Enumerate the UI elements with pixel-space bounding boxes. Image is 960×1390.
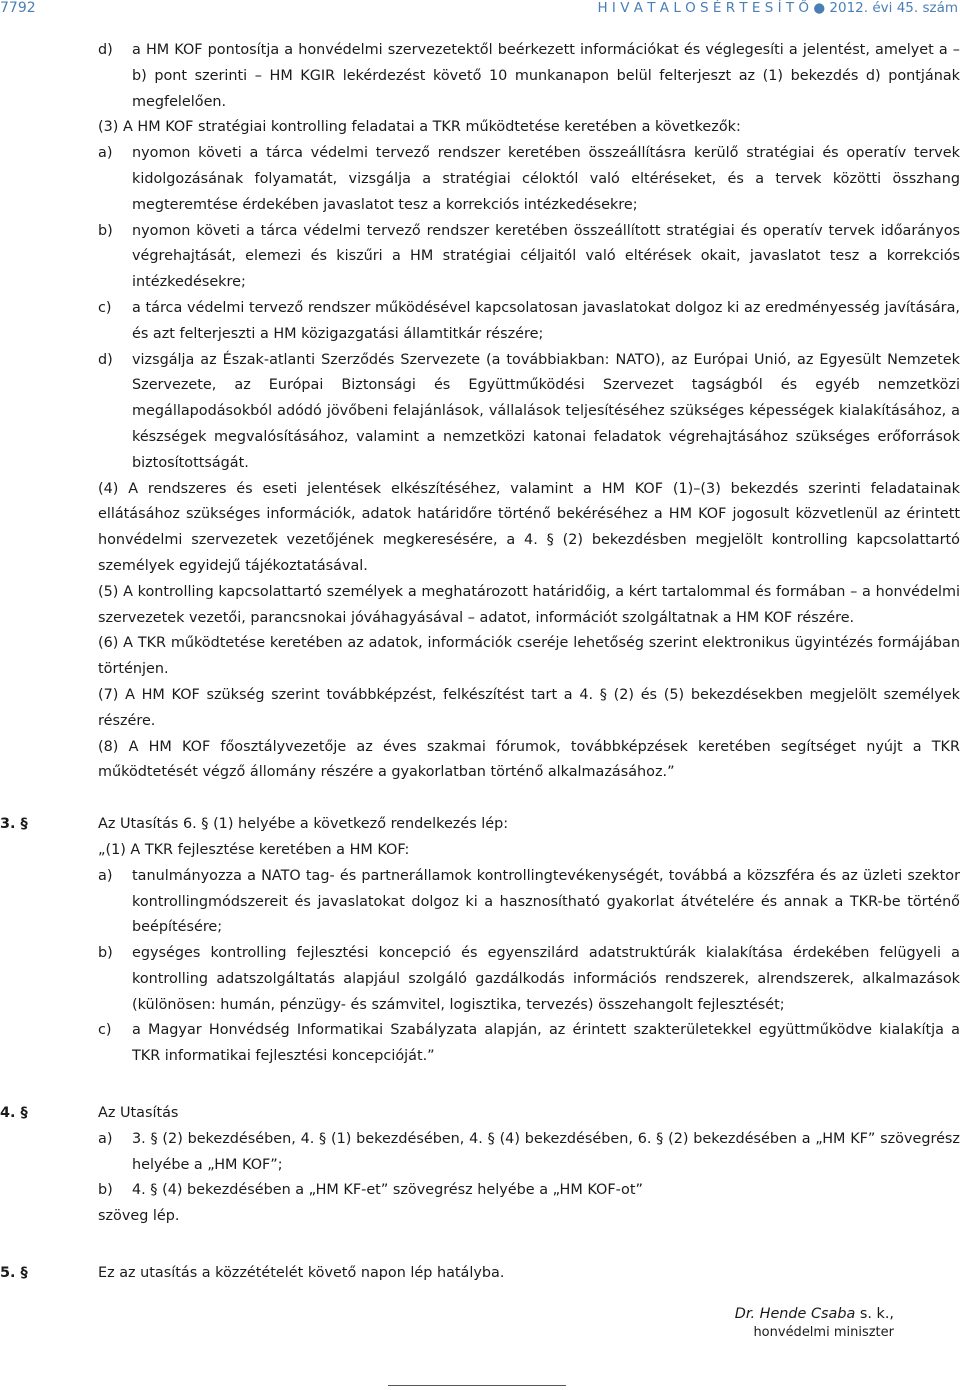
list-item (98, 864, 960, 941)
item-label: b) (98, 1182, 113, 1199)
item-text: tanulmányozza a NATO tag- és partnerállamok kontrollingtevékenységét, továbbá a közszféra és az üzleti szektor kontrollingmódszereit és javaslatokat dolgoz ki a hasznosítható gyakorlat átvételére és annak a TKR-be történő beépítésére; (132, 867, 960, 936)
list-item (98, 941, 960, 1018)
list-item (98, 296, 960, 348)
page-number: 7792 (0, 0, 36, 16)
list-item (98, 1127, 960, 1179)
paragraph-3-items (0, 141, 960, 476)
paragraph-6: (6) A TKR működtetése keretében az adatok, információk cseréje lehetőség szerint elektronikus ügyintézés formájában történjen. (98, 635, 960, 678)
item-text: a tárca védelmi tervező rendszer működésével kapcsolatosan javaslatokat dolgoz ki az eredményesség javítására, és azt felterjeszti a HM közigazgatási államtitkár részére; (132, 299, 960, 342)
item-label: d) (98, 42, 113, 58)
item-label: a) (98, 145, 113, 162)
section-3 (0, 812, 960, 1070)
paragraph-8: (8) A HM KOF főosztályvezetője az éves szakmai fórumok, továbbképzések keretében segítséget nyújt a TKR működtetését végző állomány részére a gyakorlatban történő alkalmazásához.” (98, 738, 960, 781)
list-item (98, 1178, 960, 1204)
item-text: vizsgálja az Észak-atlanti Szerződés Szervezete (a továbbiakban: NATO), az Európai Unió, az Egyesült Nemzetek Szervezete, az Európai Biztonsági és Együttműködési Szervezet tagságból és egyéb nemzetközi megállapodásokból adódó jövőbeni felajánlások, vállalások teljesítéséhez szükséges képességek kialakításához, a készségek megvalósításához, valamint a nemzetközi katonai feladatok végrehajtásához szükséges erőforrások biztosítottságát. (132, 351, 960, 471)
item-text: egységes kontrolling fejlesztési koncepció és egyenszilárd adatstruktúrák kialakítása érdekében felügyeli a kontrolling adatszolgáltatás alapjául szolgáló gazdálkodás információs rendszerek, alrendszerek, alkalmazások (különösen: humán, pénzügy- és számvitel, logisztika, tervezés) összehangolt fejlesztését; (132, 945, 960, 1013)
section-text: Ez az utasítás a közzétételét követő napon lép hatályba. (98, 1265, 505, 1282)
paragraph-4: (4) A rendszeres és eseti jelentések elkészítéséhez, valamint a HM KOF (1)–(3) bekezdés szerinti feladatainak ellátásához szükséges információk, adatok határidőre történő bekéréséhez a HM KOF jogosult közvetlenül az érintett honvédelmi szervezetek vezetőjének megkeresésére, a 4. § (2) bekezdésben megjelölt kontrolling kapcsolattartó személyek egyidejű tájékoztatásával. (98, 480, 960, 574)
document-body (0, 38, 960, 1287)
signature-block (735, 1306, 894, 1340)
item-text: 4. § (4) bekezdésében a „HM KF-et” szövegrész helyébe a „HM KOF-ot” (132, 1182, 643, 1199)
list-item (0, 38, 960, 115)
journal-title: H I V A T A L O S É R T E S Í T Ő ● 2012. évi 45. szám (597, 0, 958, 16)
section-number: 5. § (0, 1265, 28, 1282)
section-number: 4. § (0, 1105, 28, 1122)
list-item (98, 141, 960, 218)
paragraph-3: (3) A HM KOF stratégiai kontrolling feladatai a TKR működtetése keretében a következők: (98, 119, 741, 136)
item-label: b) (98, 222, 113, 239)
item-label: a) (98, 867, 113, 884)
section-quote: „(1) A TKR fejlesztése keretében a HM KOF: (98, 841, 410, 858)
section-4 (0, 1101, 960, 1230)
signatory-abbr: s. k., (855, 1306, 894, 1322)
item-text: a Magyar Honvédség Informatikai Szabályzata alapján, az érintett szakterületekkel együttműködve kialakítja a TKR informatikai fejlesztési koncepcióját.” (132, 1022, 960, 1065)
item-text: a HM KOF pontosítja a honvédelmi szervezetektől beérkezett információkat és véglegesíti a jelentést, amelyet a – b) pont szerinti – HM KGIR lekérdezést követő 10 munkanapon belül felterjeszt az (1) bekezdés d) pontjának megfelelően. (132, 42, 960, 110)
section-4-items (98, 1127, 960, 1204)
item-text: 3. § (2) bekezdésében, 4. § (1) bekezdésében, 4. § (4) bekezdésében, 6. § (2) bekezdésében a „HM KF” szövegrész helyébe a „HM KOF”; (132, 1130, 960, 1173)
signatory-role: honvédelmi miniszter (753, 1325, 894, 1340)
list-item (98, 1018, 960, 1070)
signatory-name: Dr. Hende Csaba (734, 1306, 856, 1322)
item-label: a) (98, 1130, 113, 1147)
list-item (98, 348, 960, 477)
section-number: 3. § (0, 816, 28, 833)
item-label: d) (98, 351, 113, 368)
footer-rule (388, 1385, 566, 1386)
section-3-items (98, 864, 960, 1070)
item-text: nyomon követi a tárca védelmi tervező rendszer keretében összeállított stratégiai és operatív tervek időarányos végrehajtását, elemezi és kiszűri a HM stratégiai céljaitól való eltérések okait, javaslatot tesz a korrekciós intézkedésekre; (132, 222, 960, 291)
item-label: c) (98, 1022, 112, 1039)
item-text: nyomon követi a tárca védelmi tervező rendszer keretében összeállításra kerülő stratégiai és operatív tervek kidolgozásának folyamatát, vizsgálja a stratégiai céloktól való eltéréseket, és a tervek közötti összhang megteremtése érdekében javaslatot tesz a korrekciós intézkedésekre; (132, 145, 960, 213)
section-outro: szöveg lép. (98, 1208, 180, 1225)
section-intro: Az Utasítás (98, 1105, 179, 1122)
section-5 (0, 1261, 960, 1287)
paragraph-7: (7) A HM KOF szükség szerint továbbképzést, felkészítést tart a 4. § (2) és (5) bekezdésekben megjelölt személyek részére. (98, 686, 960, 729)
item-label: c) (98, 299, 112, 316)
item-label: b) (98, 945, 113, 962)
section-intro: Az Utasítás 6. § (1) helyébe a következő rendelkezés lép: (98, 816, 509, 833)
list-item (98, 219, 960, 296)
paragraph-5: (5) A kontrolling kapcsolattartó személyek a meghatározott határidőig, a kért tartalommal és formában – a honvédelmi szervezetek vezetői, parancsnokai jóváhagyásával – adatot, információt szolgáltatnak a HM KOF részére. (98, 583, 960, 626)
page-header (0, 0, 960, 22)
